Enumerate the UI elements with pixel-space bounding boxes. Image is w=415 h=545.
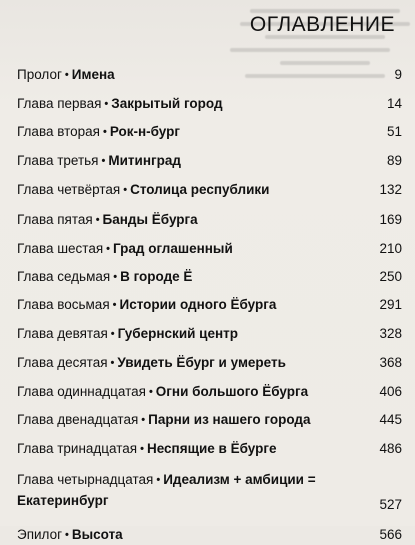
toc-chapter: Глава шестая (17, 241, 104, 256)
toc-entry (17, 211, 402, 230)
toc-entry (17, 95, 402, 114)
toc-chapter: Глава вторая (17, 124, 100, 139)
toc-chapter: Глава одиннадцатая (17, 384, 146, 399)
toc-entry (17, 181, 402, 200)
bullet-separator: • (148, 386, 153, 398)
bullet-separator: • (156, 474, 161, 486)
toc-title: Парни из нашего города (148, 412, 311, 427)
toc-entry (17, 325, 402, 344)
toc-chapter: Глава тринадцатая (17, 441, 138, 456)
toc-page-number: 14 (386, 96, 402, 111)
toc-title: Губернский центр (117, 326, 238, 341)
toc-chapter: Пролог (17, 67, 62, 82)
toc-page-number: 291 (379, 297, 402, 312)
toc-entry (17, 383, 402, 402)
bullet-separator: • (140, 443, 144, 455)
toc-title: Имена (71, 67, 115, 82)
toc-chapter: Глава девятая (17, 326, 108, 341)
toc-chapter: Глава восьмая (17, 297, 110, 312)
toc-page-number: 368 (379, 355, 402, 370)
bullet-separator: • (141, 414, 146, 426)
toc-entry (17, 66, 402, 85)
toc-chapter: Эпилог (17, 527, 63, 542)
toc-entry (17, 411, 402, 430)
toc-page-number: 9 (394, 67, 402, 82)
bullet-separator: • (64, 69, 69, 81)
bullet-separator: • (101, 155, 106, 167)
toc-title: В городе Ё (120, 269, 193, 284)
toc-title: Огни большого Ёбурга (155, 384, 309, 399)
toc-entry (17, 296, 402, 315)
toc-title: Град оглашенный (113, 241, 233, 256)
toc-page-number: 486 (379, 441, 402, 456)
bullet-separator: • (113, 271, 118, 283)
toc-chapter: Глава третья (17, 153, 99, 168)
bullet-separator: • (106, 243, 111, 255)
toc-title: Банды Ёбурга (102, 212, 198, 227)
toc-page-number: 445 (379, 412, 402, 427)
bullet-separator: • (104, 98, 109, 110)
toc-title: Рок-н-бург (109, 124, 181, 139)
toc-title: Митинград (108, 153, 181, 168)
bullet-separator: • (110, 328, 115, 340)
toc-title: Истории одного Ёбурга (119, 297, 277, 312)
toc-title: Неспящие в Ёбурге (146, 441, 277, 456)
toc-chapter: Глава четвёртая (17, 182, 121, 197)
bullet-separator: • (112, 299, 117, 311)
toc-page-number: 51 (386, 124, 402, 139)
toc-page-number: 328 (379, 326, 402, 341)
toc-entry (17, 526, 402, 545)
toc-page-number: 89 (386, 153, 402, 168)
toc-entry (17, 152, 402, 171)
toc-title: Закрытый город (111, 96, 223, 111)
toc-entry (17, 469, 402, 511)
page-title: ОГЛАВЛЕНИЕ (249, 13, 395, 36)
toc-title: Столица республики (130, 182, 270, 197)
toc-entry (17, 354, 402, 373)
bullet-separator: • (102, 126, 107, 138)
toc-entry (17, 440, 402, 459)
toc-entry (17, 123, 402, 142)
toc-page-number: 210 (379, 241, 402, 256)
toc-page-number: 527 (379, 497, 402, 512)
toc-page-number: 406 (379, 384, 402, 399)
toc-chapter: Глава первая (17, 96, 102, 111)
toc-chapter: Глава седьмая (17, 269, 111, 284)
toc-title: Идеализм + амбиции = Екатеринбург (17, 472, 316, 508)
toc-entry (17, 240, 402, 259)
bullet-separator: • (110, 357, 115, 369)
toc-chapter: Глава пятая (17, 212, 93, 227)
toc-entry (17, 268, 402, 287)
bullet-separator: • (123, 184, 128, 196)
toc-page-number: 132 (379, 182, 402, 197)
toc-title: Увидеть Ёбург и умереть (117, 355, 286, 370)
bullet-separator: • (95, 214, 100, 226)
toc-title: Высота (71, 527, 123, 542)
bullet-separator: • (65, 529, 69, 541)
toc-page-number: 169 (379, 212, 402, 227)
toc-page-number: 250 (379, 269, 402, 284)
toc-chapter: Глава двенадцатая (17, 412, 139, 427)
toc-chapter: Глава четырнадцатая (17, 472, 154, 487)
toc-page-number: 566 (379, 527, 402, 542)
toc-chapter: Глава десятая (17, 355, 108, 370)
